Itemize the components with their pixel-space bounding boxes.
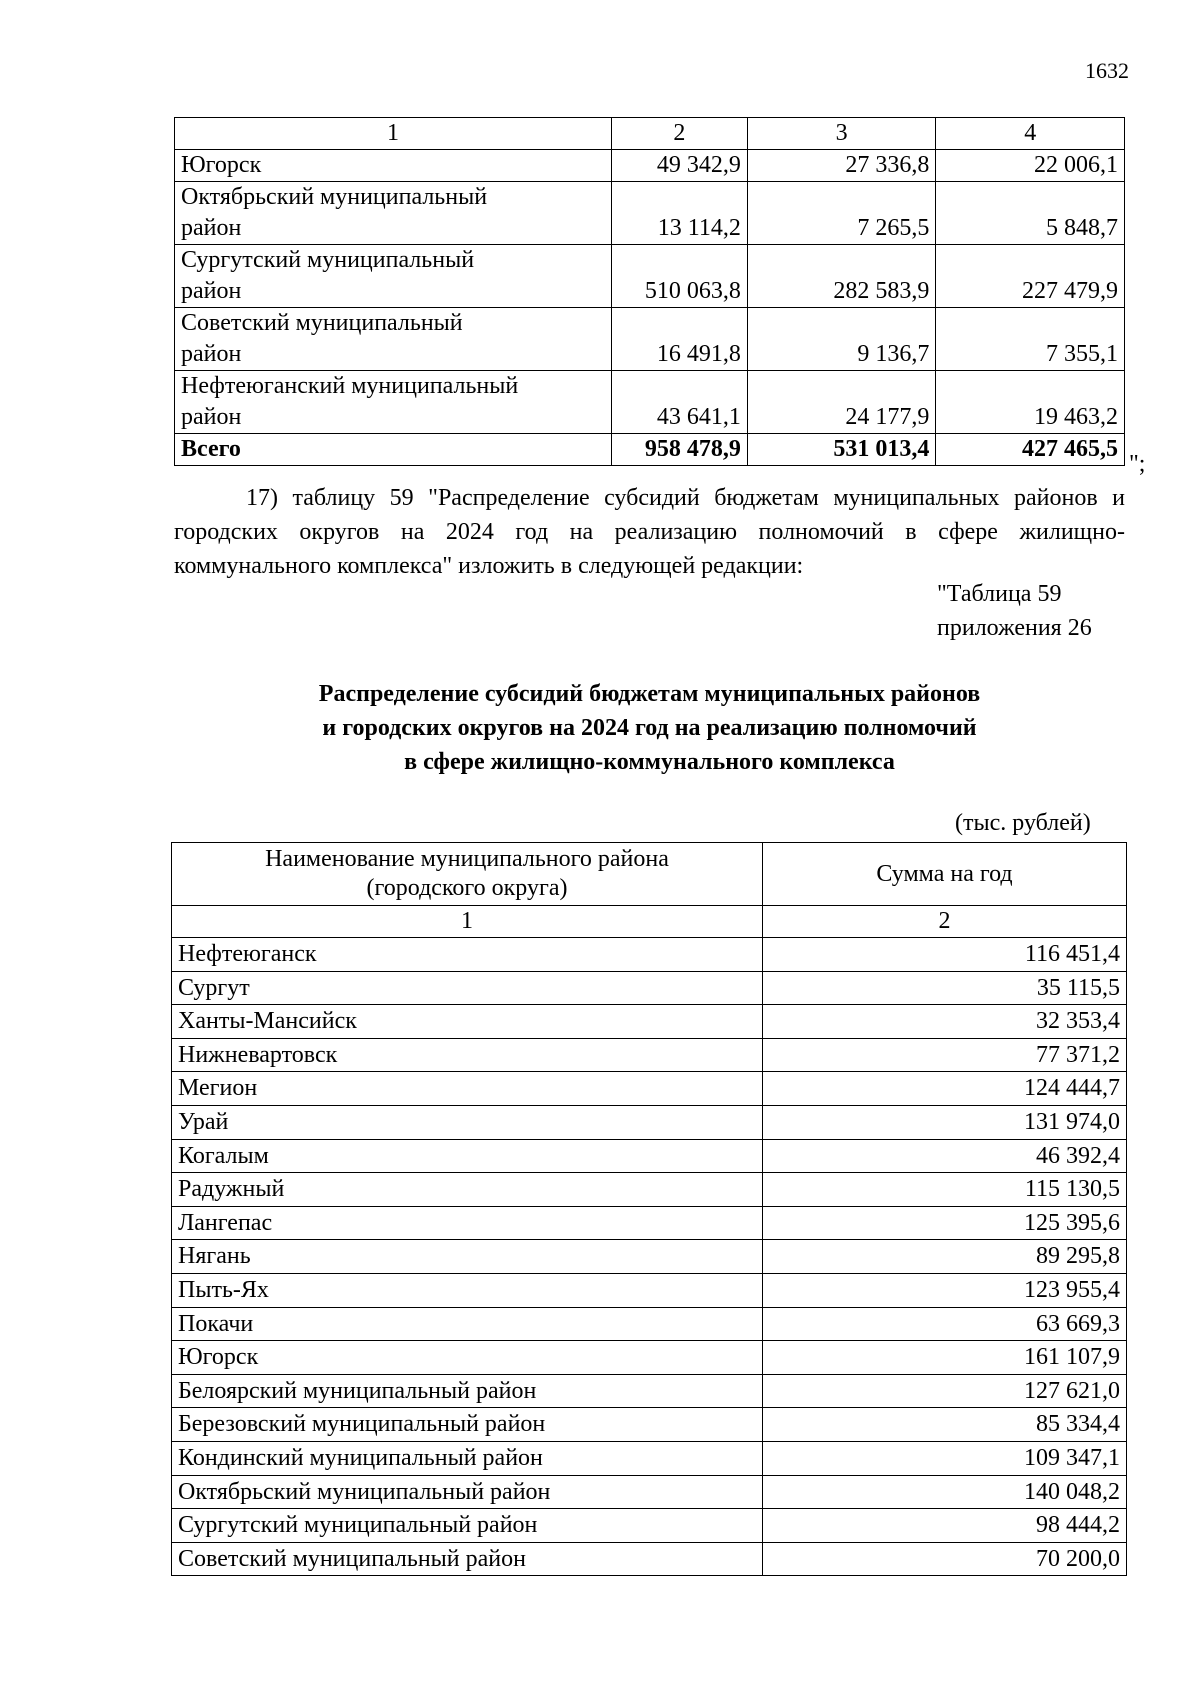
table-continuation [174,117,1125,466]
table-row [172,1072,1127,1106]
sum-value: 140 048,2 [763,1475,1127,1509]
table-row [172,1307,1127,1341]
total-value: 958 478,9 [611,434,747,466]
sum-value: 32 353,4 [763,1005,1127,1039]
district-name: Октябрьский муниципальный район [172,1475,763,1509]
column-number: 2 [611,118,747,150]
table-row [172,1341,1127,1375]
district-name: Советский муниципальный район [172,1542,763,1576]
units-label: (тыс. рублей) [955,810,1091,836]
value-cell: 9 136,7 [747,308,936,371]
sum-value: 123 955,4 [763,1273,1127,1307]
sum-value: 125 395,6 [763,1206,1127,1240]
value-cell: 5 848,7 [936,182,1125,245]
column-number: 3 [747,118,936,150]
district-name: Кондинский муниципальный район [172,1441,763,1475]
district-name: Белоярский муниципальный район [172,1374,763,1408]
value-cell: 19 463,2 [936,371,1125,434]
value-cell: 16 491,8 [611,308,747,371]
sum-value: 77 371,2 [763,1038,1127,1072]
sum-value: 46 392,4 [763,1139,1127,1173]
district-name: Лангепас [172,1206,763,1240]
sum-value: 35 115,5 [763,971,1127,1005]
table-row [175,182,1125,245]
table-row [172,1408,1127,1442]
table-row [172,1139,1127,1173]
value-cell: 22 006,1 [936,150,1125,182]
table-row [175,150,1125,182]
total-value: 531 013,4 [747,434,936,466]
district-name: Мегион [172,1072,763,1106]
sum-value: 85 334,4 [763,1408,1127,1442]
table-reference-line1: "Таблица 59 [937,581,1062,607]
header-sum: Сумма на год [763,843,1127,906]
column-number: 2 [763,906,1127,938]
district-name: Покачи [172,1307,763,1341]
table-row [172,1509,1127,1543]
district-name: Березовский муниципальный район [172,1408,763,1442]
total-value: 427 465,5 [936,434,1125,466]
value-cell: 510 063,8 [611,245,747,308]
table-row [172,1206,1127,1240]
page-number: 1632 [1085,58,1129,83]
subsidy-table [171,842,1127,1576]
total-row [175,434,1125,466]
district-name: Сургутский муниципальный район [175,245,612,308]
district-name: Урай [172,1105,763,1139]
table-row [175,371,1125,434]
table-title: Распределение субсидий бюджетам муниципальных районов и городских округов на 2024 год на реализацию полномочий в сфере жилищно-коммунального комплекса [318,681,981,775]
sum-value: 127 621,0 [763,1374,1127,1408]
value-cell: 282 583,9 [747,245,936,308]
column-number: 4 [936,118,1125,150]
table-row [172,1542,1127,1576]
sum-value: 115 130,5 [763,1173,1127,1207]
sum-value: 63 669,3 [763,1307,1127,1341]
table-row [175,308,1125,371]
sum-value: 89 295,8 [763,1240,1127,1274]
sum-value: 109 347,1 [763,1441,1127,1475]
value-cell: 49 342,9 [611,150,747,182]
district-name: Югорск [172,1341,763,1375]
value-cell: 43 641,1 [611,371,747,434]
table-row [172,1038,1127,1072]
value-cell: 13 114,2 [611,182,747,245]
sum-value: 161 107,9 [763,1341,1127,1375]
district-name: Когалым [172,1139,763,1173]
sum-value: 131 974,0 [763,1105,1127,1139]
sum-value: 124 444,7 [763,1072,1127,1106]
sum-value: 70 200,0 [763,1542,1127,1576]
table-row [172,1441,1127,1475]
table-row [172,1273,1127,1307]
table-row [172,1475,1127,1509]
table-row [172,1105,1127,1139]
sum-value: 98 444,2 [763,1509,1127,1543]
table-row [172,1240,1127,1274]
header-district: Наименование муниципального района (городского округа) [172,843,763,906]
table-row [172,1374,1127,1408]
district-name: Октябрьский муниципальный район [175,182,612,245]
value-cell: 227 479,9 [936,245,1125,308]
district-name: Пыть-Ях [172,1273,763,1307]
district-name: Сургут [172,971,763,1005]
district-name: Радужный [172,1173,763,1207]
table-row [172,971,1127,1005]
table-header-row [172,843,1127,906]
table-reference-line2: приложения 26 [937,615,1092,641]
district-name: Советский муниципальный район [175,308,612,371]
value-cell: 27 336,8 [747,150,936,182]
value-cell: 7 265,5 [747,182,936,245]
table-row [172,1173,1127,1207]
value-cell: 24 177,9 [747,371,936,434]
district-name: Югорск [175,150,612,182]
value-cell: 7 355,1 [936,308,1125,371]
table-row [172,938,1127,972]
total-label: Всего [175,434,612,466]
district-name: Нефтеюганский муниципальный район [175,371,612,434]
district-name: Сургутский муниципальный район [172,1509,763,1543]
column-number: 1 [172,906,763,938]
table-row [175,245,1125,308]
district-name: Ханты-Мансийск [172,1005,763,1039]
amendment-paragraph: 17) таблицу 59 "Распределение субсидий бюджетам муниципальных районов и городских округов на 2024 год на реализацию полномочий в сфере жилищно-коммунального комплекса" изложить в следующей редакции: [174,485,1125,579]
district-name: Нягань [172,1240,763,1274]
column-number-row [172,906,1127,938]
sum-value: 116 451,4 [763,938,1127,972]
table-header-row [175,118,1125,150]
district-name: Нижневартовск [172,1038,763,1072]
column-number: 1 [175,118,612,150]
table-row [172,1005,1127,1039]
closing-quote: "; [1129,451,1146,477]
district-name: Нефтеюганск [172,938,763,972]
